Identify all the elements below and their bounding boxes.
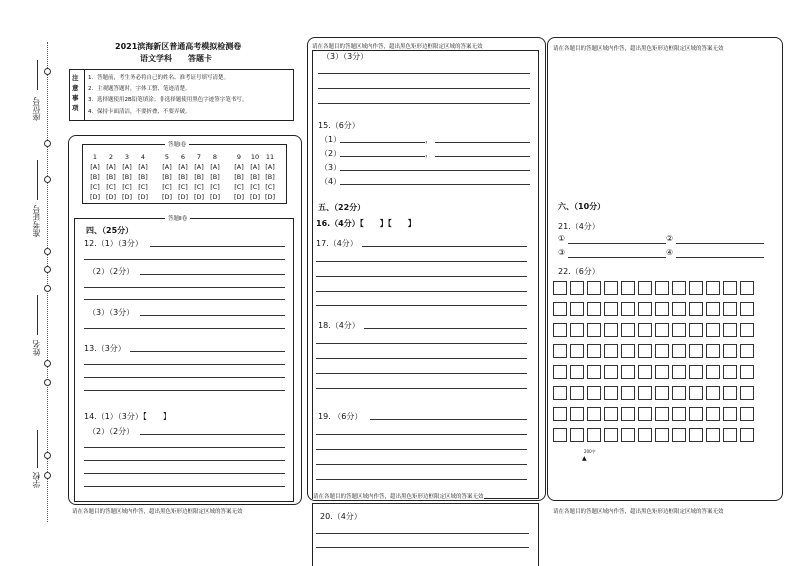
binding-hole xyxy=(44,379,51,386)
grid-cell[interactable] xyxy=(638,323,652,337)
seat-number-label: 座位号 xyxy=(32,97,41,121)
count-mark: 200字 xyxy=(584,449,596,454)
grid-cell[interactable] xyxy=(655,407,669,421)
choice-question-9[interactable] xyxy=(232,152,246,202)
q22-label: 22.（6分） xyxy=(558,267,600,276)
school-field[interactable] xyxy=(37,430,38,468)
answer-line[interactable] xyxy=(316,479,527,480)
answer-line[interactable] xyxy=(316,276,527,277)
answer-line[interactable] xyxy=(318,88,530,89)
grid-cell[interactable] xyxy=(706,428,720,442)
grid-cell[interactable] xyxy=(672,386,686,400)
q15-label: 15.（6分） xyxy=(318,121,360,130)
subject-title: 语文学科 答题卡 xyxy=(140,54,212,63)
grid-cell[interactable] xyxy=(587,302,601,316)
grid-cell[interactable] xyxy=(621,428,635,442)
option-bubble[interactable]: [D] xyxy=(137,193,149,201)
grid-cell[interactable] xyxy=(706,365,720,379)
q12-1-label: 12.（1）（3分） xyxy=(84,239,143,248)
notes-item: 1．答题前，考生务必将自己的姓名、准考证号填写清楚。 xyxy=(88,75,230,81)
grid-cell[interactable] xyxy=(706,323,720,337)
binding-dotted-line xyxy=(47,42,48,522)
option-bubble[interactable]: [D] xyxy=(121,193,133,201)
binding-hole xyxy=(44,472,51,479)
grid-cell[interactable] xyxy=(638,407,652,421)
grid-cell[interactable] xyxy=(706,281,720,295)
grid-cell[interactable] xyxy=(553,365,567,379)
question-number: 5 xyxy=(164,153,170,161)
warning-text: 请在各题目的答题区域内作答，超出黑色矩形边框限定区域的答案无效 xyxy=(553,46,724,52)
answer-line[interactable] xyxy=(370,419,527,420)
answer-line[interactable] xyxy=(130,351,285,352)
grid-cell[interactable] xyxy=(706,344,720,358)
answer-line[interactable] xyxy=(362,246,527,247)
grid-cell[interactable] xyxy=(740,428,754,442)
grid-cell[interactable] xyxy=(553,386,567,400)
option-bubble[interactable]: [A] xyxy=(265,163,275,171)
option-bubble[interactable]: [D] xyxy=(177,193,189,201)
option-bubble[interactable]: [D] xyxy=(161,193,173,201)
choice-question-2[interactable] xyxy=(104,152,118,202)
grid-cell[interactable] xyxy=(553,281,567,295)
binding-hole xyxy=(44,68,51,75)
grid-cell[interactable] xyxy=(689,365,703,379)
answer-line[interactable] xyxy=(340,156,425,157)
grid-cell[interactable] xyxy=(740,407,754,421)
q19-label: 19. （6分） xyxy=(318,412,363,421)
option-bubble[interactable]: [C] xyxy=(178,183,188,191)
answer-line[interactable] xyxy=(84,447,285,448)
choice-question-8[interactable] xyxy=(208,152,222,202)
grid-cell[interactable] xyxy=(723,281,737,295)
option-bubble[interactable]: [B] xyxy=(178,173,188,181)
answer-line[interactable] xyxy=(150,246,285,247)
grid-cell[interactable] xyxy=(587,407,601,421)
answer-line[interactable] xyxy=(84,259,285,260)
option-bubble[interactable]: [C] xyxy=(106,183,116,191)
question-number: 6 xyxy=(180,153,186,161)
q16-label: 16.（4分）【 】【 】 xyxy=(316,219,416,228)
option-bubble[interactable]: [A] xyxy=(90,163,100,171)
section6-title: 六、（10分） xyxy=(558,202,606,211)
q15-1-label: （1） xyxy=(320,135,342,144)
answer-line[interactable] xyxy=(316,388,527,389)
grid-cell[interactable] xyxy=(570,323,584,337)
answer-line[interactable] xyxy=(316,533,529,534)
answer-line[interactable] xyxy=(140,315,285,316)
grid-cell[interactable] xyxy=(672,428,686,442)
option-bubble[interactable]: [B] xyxy=(106,173,116,181)
grid-cell[interactable] xyxy=(655,365,669,379)
grid-cell[interactable] xyxy=(655,344,669,358)
answer-line[interactable] xyxy=(316,373,527,374)
comma: ， xyxy=(425,135,433,144)
option-bubble[interactable]: [D] xyxy=(264,193,276,201)
grid-cell[interactable] xyxy=(672,281,686,295)
q3-label: （3）（3分） xyxy=(322,52,369,61)
grid-cell[interactable] xyxy=(587,428,601,442)
binding-hole xyxy=(44,248,51,255)
grid-cell[interactable] xyxy=(689,281,703,295)
choice-question-6[interactable] xyxy=(176,152,190,202)
option-bubble[interactable]: [A] xyxy=(178,163,188,171)
option-bubble[interactable]: [B] xyxy=(210,173,220,181)
grid-cell[interactable] xyxy=(553,428,567,442)
q12-3-label: （3）（3分） xyxy=(88,308,135,317)
binding-hole xyxy=(44,452,51,459)
grid-cell[interactable] xyxy=(553,407,567,421)
grid-cell[interactable] xyxy=(740,344,754,358)
answer-line[interactable] xyxy=(84,364,285,365)
grid-cell[interactable] xyxy=(621,407,635,421)
question-number: 7 xyxy=(196,153,202,161)
question-number: 1 xyxy=(92,153,98,161)
answer-line[interactable] xyxy=(84,390,285,391)
grid-cell[interactable] xyxy=(689,344,703,358)
answer-line[interactable] xyxy=(340,184,530,185)
exam-number-field[interactable] xyxy=(37,160,38,200)
grid-cell[interactable] xyxy=(587,344,601,358)
option-bubble[interactable]: [C] xyxy=(250,183,260,191)
choice-question-1[interactable] xyxy=(88,152,102,202)
section4-title: 四、（25分） xyxy=(86,226,134,235)
answer-line[interactable] xyxy=(316,434,527,435)
option-bubble[interactable]: [C] xyxy=(90,183,100,191)
grid-cell[interactable] xyxy=(655,386,669,400)
answer-line[interactable] xyxy=(316,343,527,344)
q21-c2: ② xyxy=(666,234,674,243)
option-bubble[interactable]: [B] xyxy=(250,173,260,181)
grid-cell[interactable] xyxy=(740,365,754,379)
answer-line[interactable] xyxy=(140,274,285,275)
choice-question-4[interactable] xyxy=(136,152,150,202)
option-bubble[interactable]: [C] xyxy=(234,183,244,191)
answer-line[interactable] xyxy=(84,486,285,487)
question-number: 10 xyxy=(250,153,260,161)
option-bubble[interactable]: [B] xyxy=(265,173,275,181)
grid-cell[interactable] xyxy=(553,302,567,316)
answer-line[interactable] xyxy=(84,287,285,288)
grid-cell[interactable] xyxy=(587,365,601,379)
option-bubble[interactable]: [A] xyxy=(106,163,116,171)
name-label: 姓名 xyxy=(32,340,41,356)
q20-label: 20.（4分） xyxy=(320,512,362,521)
grid-cell[interactable] xyxy=(723,302,737,316)
part1-title: 答题Ⅰ卷 xyxy=(165,140,189,148)
grid-cell[interactable] xyxy=(655,323,669,337)
grid-cell[interactable] xyxy=(604,428,618,442)
option-bubble[interactable]: [D] xyxy=(89,193,101,201)
answer-line[interactable] xyxy=(568,257,666,258)
binding-hole xyxy=(44,285,51,292)
grid-cell[interactable] xyxy=(621,386,635,400)
answer-line[interactable] xyxy=(316,358,527,359)
answer-line[interactable] xyxy=(316,291,527,292)
q15-2-label: （2） xyxy=(320,149,342,158)
grid-cell[interactable] xyxy=(672,302,686,316)
grid-cell[interactable] xyxy=(604,323,618,337)
choice-question-5[interactable] xyxy=(160,152,174,202)
grid-cell[interactable] xyxy=(689,323,703,337)
warning-text: 请在各题目的答题区域内作答，超出黑色矩形边框限定区域的答案无效 xyxy=(312,44,483,50)
notes-item: 4．保持卡面清洁，不要折叠、不要弄破。 xyxy=(88,109,191,115)
option-bubble[interactable]: [C] xyxy=(162,183,172,191)
grid-cell[interactable] xyxy=(723,344,737,358)
binding-hole xyxy=(44,176,51,183)
notes-item: 3．选择题使用2B铅笔填涂；非选择题使用黑色字迹签字笔书写。 xyxy=(88,97,248,103)
grid-cell[interactable] xyxy=(638,281,652,295)
binding-hole xyxy=(44,140,51,147)
grid-cell[interactable] xyxy=(604,302,618,316)
answer-line[interactable] xyxy=(316,547,529,548)
grid-cell[interactable] xyxy=(672,365,686,379)
option-bubble[interactable]: [B] xyxy=(234,173,244,181)
grid-cell[interactable] xyxy=(570,386,584,400)
composition-grid[interactable] xyxy=(553,281,754,442)
question-number: 9 xyxy=(236,153,242,161)
grid-cell[interactable] xyxy=(740,281,754,295)
answer-line[interactable] xyxy=(676,243,764,244)
part2-title: 答题Ⅱ卷 xyxy=(165,214,190,222)
grid-cell[interactable] xyxy=(723,323,737,337)
q14-2-label: （2）（2分） xyxy=(88,427,135,436)
grid-cell[interactable] xyxy=(604,386,618,400)
grid-cell[interactable] xyxy=(723,428,737,442)
grid-cell[interactable] xyxy=(638,365,652,379)
warning-text: 请在各题目的答题区域内作答，超出黑色矩形边框限定区域的答案无效 xyxy=(313,494,484,500)
grid-cell[interactable] xyxy=(723,407,737,421)
question-number: 8 xyxy=(212,153,218,161)
option-bubble[interactable]: [D] xyxy=(233,193,245,201)
grid-cell[interactable] xyxy=(740,386,754,400)
grid-cell[interactable] xyxy=(740,323,754,337)
grid-cell[interactable] xyxy=(740,302,754,316)
grid-cell[interactable] xyxy=(621,365,635,379)
option-bubble[interactable]: [C] xyxy=(210,183,220,191)
answer-line[interactable] xyxy=(364,328,527,329)
grid-cell[interactable] xyxy=(672,407,686,421)
grid-cell[interactable] xyxy=(689,407,703,421)
grid-cell[interactable] xyxy=(638,302,652,316)
grid-cell[interactable] xyxy=(638,386,652,400)
answer-line[interactable] xyxy=(316,464,527,465)
exam-title: 2021滨海新区普通高考模拟检测卷 xyxy=(115,42,242,51)
grid-cell[interactable] xyxy=(604,407,618,421)
grid-cell[interactable] xyxy=(553,323,567,337)
grid-cell[interactable] xyxy=(604,281,618,295)
answer-line[interactable] xyxy=(435,142,530,143)
grid-cell[interactable] xyxy=(621,281,635,295)
grid-cell[interactable] xyxy=(689,428,703,442)
option-bubble[interactable]: [D] xyxy=(249,193,261,201)
answer-line[interactable] xyxy=(84,299,285,300)
option-bubble[interactable]: [A] xyxy=(122,163,132,171)
option-bubble[interactable]: [D] xyxy=(209,193,221,201)
option-bubble[interactable]: [D] xyxy=(105,193,117,201)
grid-cell[interactable] xyxy=(655,302,669,316)
question-number: 2 xyxy=(108,153,114,161)
option-bubble[interactable]: [C] xyxy=(194,183,204,191)
answer-line[interactable] xyxy=(435,156,530,157)
grid-cell[interactable] xyxy=(587,281,601,295)
q21-c4: ④ xyxy=(666,248,674,257)
grid-cell[interactable] xyxy=(638,344,652,358)
warning-text: 请在各题目的答题区域内作答，超出黑色矩形边框限定区域的答案无效 xyxy=(72,509,243,515)
grid-cell[interactable] xyxy=(689,386,703,400)
answer-line[interactable] xyxy=(676,257,764,258)
answer-line[interactable] xyxy=(84,460,285,461)
grid-cell[interactable] xyxy=(672,344,686,358)
q15-4-label: （4） xyxy=(320,177,342,186)
q12-2-label: （2）（2分） xyxy=(88,267,135,276)
option-bubble[interactable]: [B] xyxy=(122,173,132,181)
choice-question-7[interactable] xyxy=(192,152,206,202)
grid-cell[interactable] xyxy=(655,428,669,442)
q14-1-label: 14.（1）（3分）【 】 xyxy=(84,412,171,421)
option-bubble[interactable]: [A] xyxy=(234,163,244,171)
q15-3-label: （3） xyxy=(320,163,342,172)
school-label: 学校 xyxy=(32,472,41,488)
grid-cell[interactable] xyxy=(570,428,584,442)
q21-c1: ① xyxy=(558,234,566,243)
grid-cell[interactable] xyxy=(553,344,567,358)
option-bubble[interactable]: [A] xyxy=(210,163,220,171)
answer-line[interactable] xyxy=(84,473,285,474)
grid-cell[interactable] xyxy=(706,407,720,421)
answer-line[interactable] xyxy=(140,434,285,435)
grid-cell[interactable] xyxy=(723,386,737,400)
notes-divider xyxy=(84,70,85,120)
comma: ， xyxy=(425,149,433,158)
question-number: 11 xyxy=(265,153,275,161)
option-bubble[interactable]: [B] xyxy=(90,173,100,181)
warning-text: 请在各题目的答题区域内作答，超出黑色矩形边框限定区域的答案无效 xyxy=(553,509,724,515)
choice-question-11[interactable] xyxy=(263,152,277,202)
answer-line[interactable] xyxy=(316,449,527,450)
notes-box xyxy=(69,69,294,121)
q21-c3: ③ xyxy=(558,248,566,257)
grid-cell[interactable] xyxy=(570,344,584,358)
grid-cell[interactable] xyxy=(689,302,703,316)
option-bubble[interactable]: [C] xyxy=(138,183,148,191)
count-arrow-icon: ▲ xyxy=(582,455,587,462)
option-bubble[interactable]: [B] xyxy=(194,173,204,181)
choice-question-3[interactable] xyxy=(120,152,134,202)
answer-line[interactable] xyxy=(84,377,285,378)
q13-label: 13.（3分） xyxy=(84,344,126,353)
grid-cell[interactable] xyxy=(706,302,720,316)
choice-question-10[interactable] xyxy=(248,152,262,202)
name-field[interactable] xyxy=(37,295,38,335)
option-bubble[interactable]: [C] xyxy=(122,183,132,191)
grid-cell[interactable] xyxy=(706,386,720,400)
grid-cell[interactable] xyxy=(570,281,584,295)
option-bubble[interactable]: [B] xyxy=(138,173,148,181)
notes-label: 注意事项 xyxy=(72,74,79,112)
question-number: 3 xyxy=(124,153,130,161)
grid-cell[interactable] xyxy=(655,281,669,295)
option-bubble[interactable]: [A] xyxy=(194,163,204,171)
grid-cell[interactable] xyxy=(638,428,652,442)
binding-hole xyxy=(44,266,51,273)
option-bubble[interactable]: [A] xyxy=(138,163,148,171)
answer-line[interactable] xyxy=(340,170,530,171)
grid-cell[interactable] xyxy=(570,407,584,421)
answer-line[interactable] xyxy=(316,305,527,306)
answer-line[interactable] xyxy=(318,103,530,104)
q21-label: 21.（4分） xyxy=(558,222,600,231)
answer-line[interactable] xyxy=(568,243,666,244)
grid-cell[interactable] xyxy=(723,365,737,379)
grid-cell[interactable] xyxy=(570,365,584,379)
answer-line[interactable] xyxy=(84,328,285,329)
grid-cell[interactable] xyxy=(672,323,686,337)
grid-cell[interactable] xyxy=(621,302,635,316)
option-bubble[interactable]: [B] xyxy=(162,173,172,181)
question-number: 4 xyxy=(140,153,146,161)
binding-hole xyxy=(44,360,51,367)
grid-cell[interactable] xyxy=(621,344,635,358)
option-bubble[interactable]: [D] xyxy=(193,193,205,201)
option-bubble[interactable]: [A] xyxy=(250,163,260,171)
seat-number-field[interactable] xyxy=(37,60,38,90)
q18-label: 18.（4分） xyxy=(318,321,360,330)
answer-line[interactable] xyxy=(340,142,425,143)
grid-cell[interactable] xyxy=(621,323,635,337)
grid-cell[interactable] xyxy=(587,386,601,400)
grid-cell[interactable] xyxy=(587,323,601,337)
exam-number-label: 准考证号 xyxy=(32,205,41,237)
notes-item: 2．主观题答题时，字体工整、笔迹清楚。 xyxy=(88,86,191,92)
q17-label: 17.（4分） xyxy=(316,239,358,248)
section5-title: 五、（22分） xyxy=(318,203,366,212)
grid-cell[interactable] xyxy=(570,302,584,316)
option-bubble[interactable]: [C] xyxy=(265,183,275,191)
answer-line[interactable] xyxy=(316,261,527,262)
middle-answer-box xyxy=(312,50,539,499)
grid-cell[interactable] xyxy=(604,344,618,358)
grid-cell[interactable] xyxy=(604,365,618,379)
answer-line[interactable] xyxy=(318,73,530,74)
option-bubble[interactable]: [A] xyxy=(162,163,172,171)
